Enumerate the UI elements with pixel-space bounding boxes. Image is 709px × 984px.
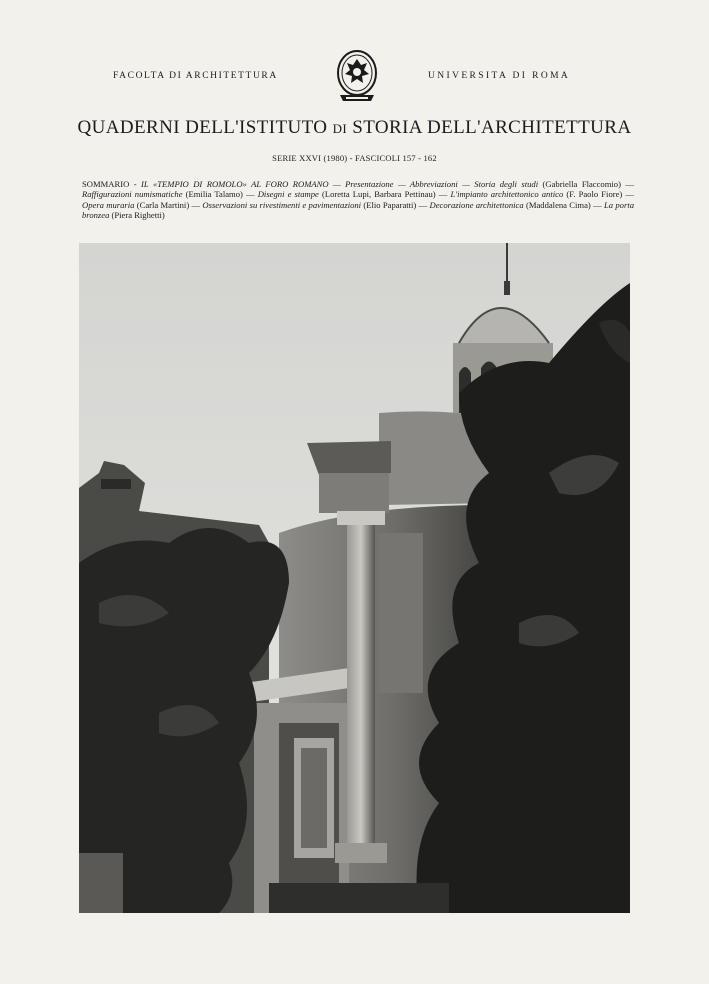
summary-segment: IL «TEMPIO DI ROMOLO» AL FORO ROMANO — Presentazione — Abbreviazioni — Storia degli studi [141,179,539,189]
summary-segment: Osservazioni su rivestimenti e pavimentazioni [202,199,362,210]
title-di: DI [332,121,348,136]
summary-segment: Decorazione architettonica [429,199,524,210]
university-label: UNIVERSITA DI ROMA [428,71,571,81]
summary-segment: La porta bronzea [82,199,635,221]
journal-title [0,117,709,139]
summary-segment: L'impianto architettonico antico [450,189,564,200]
title-part-1: QUADERNI DELL'ISTITUTO [77,117,328,138]
summary-segment: (Loretta Lupi, Barbara Pettinau) — [318,189,451,200]
faculty-label: FACOLTA DI ARCHITETTURA [113,71,278,81]
summary-segment: (Carla Martini) — [134,199,203,210]
summary-segment: (Gabriella Flaccomio) — [538,179,634,189]
summary-segment: SOMMARIO - [82,179,142,189]
summary-segment: (F. Paolo Fiore) — [563,189,634,200]
summary-segment: Raffigurazioni numismatiche [82,189,183,200]
title-part-2: STORIA DELL'ARCHITETTURA [352,117,632,138]
summary-segment: Opera muraria [82,199,135,210]
university-seal-icon [334,49,380,107]
summary-segment: (Maddalena Cima) — [523,199,604,210]
summary-segment: (Emilia Talamo) — [182,189,258,200]
summary-segment: Disegni e stampe [257,189,319,200]
cover-photograph [79,243,630,913]
summary-segment: (Elio Paparatti) — [361,199,430,210]
summary-paragraph [82,179,634,221]
summary-segment: (Piera Righetti) [109,210,165,221]
series-line: SERIE XXVI (1980) - FASCICOLI 157 - 162 [272,153,437,163]
